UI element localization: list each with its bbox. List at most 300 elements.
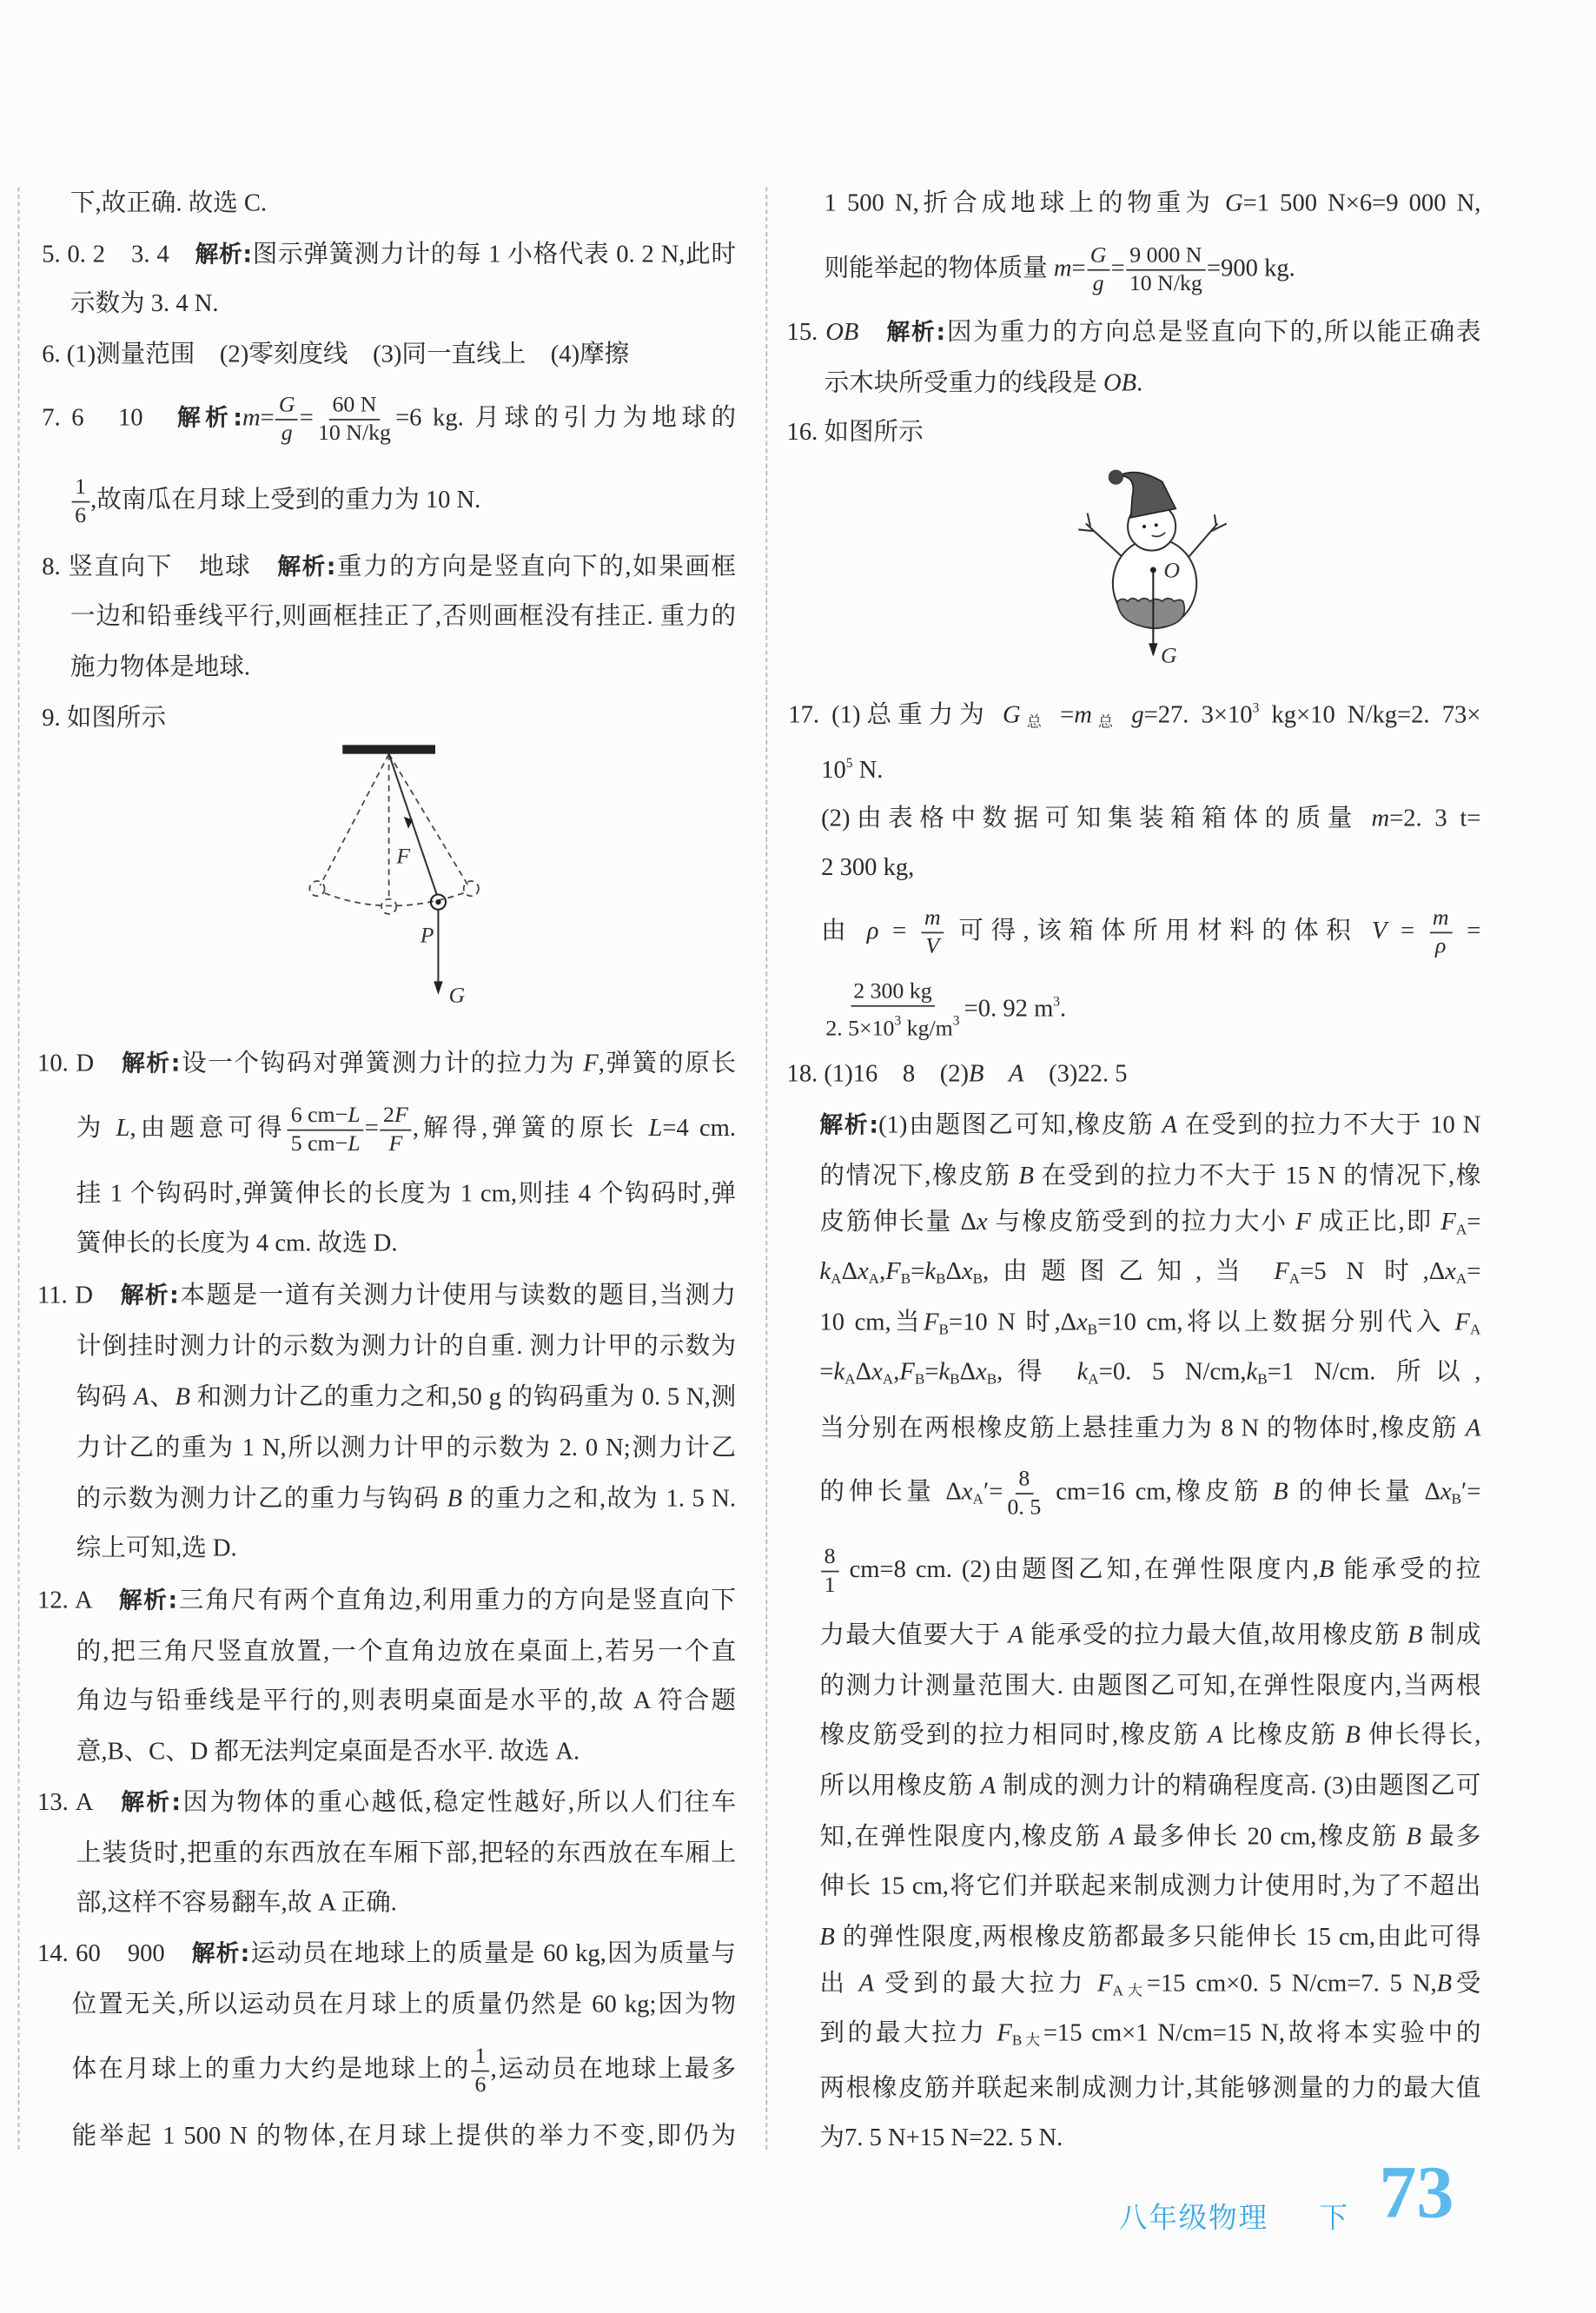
math-variable: G <box>278 392 295 417</box>
math-variable: x <box>961 1475 973 1505</box>
math-variable: F <box>885 1256 901 1285</box>
text-run: 知,在弹性限度内,橡皮筋 <box>819 1821 1110 1851</box>
math-variable: F <box>899 1356 915 1386</box>
text-line <box>824 365 1143 401</box>
fraction <box>288 1102 363 1157</box>
text-line <box>787 414 924 450</box>
text-run: (1)由题图乙可知,橡皮筋 <box>878 1110 1162 1139</box>
text-line <box>70 599 736 634</box>
math-variable: L <box>348 1103 361 1128</box>
line-content <box>824 365 1143 401</box>
text-line <box>787 1056 1128 1091</box>
line-content <box>819 2015 1480 2060</box>
math-variable: x <box>1445 1256 1456 1285</box>
line-content <box>70 649 250 685</box>
text-run: 14. 60 900 <box>37 1939 192 1967</box>
subscript: A <box>844 1371 856 1388</box>
subscript: A <box>972 1491 983 1508</box>
text-run: ′= <box>1461 1475 1481 1505</box>
denominator <box>1004 1494 1044 1521</box>
text-run: 5 cm− <box>290 1131 348 1156</box>
subscript: A <box>882 1371 894 1388</box>
text-line <box>819 2019 1480 2055</box>
line-content <box>76 1225 398 1261</box>
ceiling-bar <box>342 745 435 753</box>
fraction <box>1004 1465 1044 1521</box>
text-run: 11. D <box>37 1280 121 1309</box>
text-run: 18. (1)16 8 (2) <box>786 1058 970 1088</box>
text-run: 6. (1)测量范围 (2)零刻度线 (3)同一直线上 (4)摩擦 <box>42 339 630 368</box>
text-run: 0. 5 <box>1007 1495 1042 1520</box>
text-run: 受 <box>1452 1968 1481 1998</box>
text-run: 6 <box>474 2072 487 2097</box>
text-run: 10 <box>821 754 846 784</box>
line-content <box>819 1819 1480 1854</box>
analysis-label: 解析: <box>195 241 253 268</box>
math-variable: A <box>1162 1110 1177 1139</box>
line-content <box>787 1056 1128 1091</box>
text-run: 17. (1)总重力为 <box>788 699 1003 728</box>
text-line <box>787 315 1481 350</box>
numerator <box>821 1543 838 1572</box>
text-run: 上装货时,把重的东西放在车厢下部,把轻的东西放在车厢上 <box>76 1838 737 1867</box>
text-run: 因为物体的重心越低,稳定性越好,所以人们往车 <box>181 1787 737 1817</box>
superscript: 3 <box>1053 992 1061 1009</box>
line-content <box>42 391 736 447</box>
text-line <box>819 1209 1480 1244</box>
math-variable: m <box>1074 699 1092 728</box>
text-run: = <box>1110 252 1125 282</box>
text-run: 6 <box>75 503 86 527</box>
line-content <box>37 1277 736 1313</box>
math-variable: F <box>394 1103 408 1128</box>
line-content <box>42 336 629 372</box>
denominator <box>823 1006 963 1042</box>
denominator <box>315 420 394 447</box>
text-run: = <box>1467 1207 1481 1236</box>
line-content <box>42 236 736 272</box>
line-content <box>824 185 1481 221</box>
text-run: =2. 3 t= <box>1389 803 1481 832</box>
line-content <box>72 2118 736 2154</box>
line-content <box>76 1379 736 1415</box>
numerator <box>329 391 380 420</box>
line-content <box>37 1582 736 1618</box>
line-content <box>819 1965 1480 2011</box>
text-line <box>76 1225 398 1261</box>
text-line <box>819 1467 1481 1520</box>
math-variable: g <box>1131 699 1144 728</box>
math-variable: A <box>1109 1821 1125 1851</box>
analysis-label: 解析: <box>118 1587 178 1614</box>
text-run: 两根橡皮筋并联起来制成测力计,其能够测量的力的最大值 <box>819 2073 1481 2102</box>
line-content <box>824 242 1295 297</box>
math-variable: F <box>1295 1207 1311 1236</box>
line-content <box>819 1465 1480 1521</box>
math-variable: B <box>1406 1821 1422 1851</box>
text-run: 部,这样不容易翻车,故 A 正确. <box>76 1887 397 1917</box>
text-run: = <box>299 401 314 431</box>
line-content <box>76 1530 237 1566</box>
dashed-ball-right <box>464 881 479 896</box>
text-line <box>70 185 267 221</box>
superscript: 5 <box>845 754 853 770</box>
text-run: =10 N 时,Δ <box>949 1307 1076 1336</box>
line-content <box>787 315 1481 350</box>
line-content <box>819 1254 1480 1299</box>
text-run: = <box>924 1356 939 1386</box>
text-line <box>819 1158 1480 1194</box>
subscript: 总 <box>1091 714 1120 732</box>
text-run: cm=16 cm,橡皮筋 <box>1045 1475 1274 1505</box>
text-run: ,由题图乙知,当 <box>983 1256 1275 1285</box>
text-run: 2 300 kg, <box>821 852 915 882</box>
text-run: 2 <box>383 1103 394 1128</box>
text-run: 和测力计乙的重力之和,50 g 的钩码重为 0. 5 N,测 <box>189 1382 737 1411</box>
math-variable: m <box>242 401 261 431</box>
text-run: 受到的最大拉力 <box>874 1968 1098 1998</box>
dashed-ball-middle <box>381 899 396 914</box>
math-variable: B <box>1018 1160 1034 1190</box>
line-content <box>819 1668 1480 1704</box>
text-run: =4 cm. <box>662 1112 737 1142</box>
text-run: ,运动员在地球上最多 <box>490 2053 737 2083</box>
text-run: 5. 0. 2 3. 4 <box>42 239 195 268</box>
text-run: 角边与铅垂线是平行的,则表明桌面是水平的,故 A 符合题 <box>76 1686 737 1714</box>
text-run: 可得,该箱体所用材料的体积 <box>944 915 1372 944</box>
math-variable: V <box>1371 915 1387 944</box>
line-content <box>70 185 267 221</box>
text-run: =6 kg. 月球的引力为地球的 <box>395 401 737 431</box>
math-variable: B <box>1318 1554 1334 1583</box>
fraction <box>823 978 963 1042</box>
math-variable: V <box>925 934 940 958</box>
text-run: 13. A <box>37 1787 122 1817</box>
subscript: B <box>986 1371 997 1388</box>
text-run: 下,故正确. 故选 C. <box>70 188 268 217</box>
text-run: 综上可知,选 D. <box>76 1533 237 1562</box>
math-variable: m <box>1053 252 1072 282</box>
text-run: =27. 3×10 <box>1143 699 1253 728</box>
text-line <box>70 286 219 321</box>
text-run: =900 kg. <box>1206 252 1295 282</box>
math-variable: F <box>1097 1968 1113 1998</box>
fraction <box>821 1543 838 1599</box>
text-run: 1 500 N,折合成地球上的物重为 <box>824 188 1226 217</box>
math-variable: OB <box>825 316 859 346</box>
text-line <box>70 649 250 685</box>
text-run: 橡皮筋受到的拉力相同时,橡皮筋 <box>819 1720 1209 1749</box>
text-line <box>76 1835 736 1871</box>
text-line <box>821 748 883 784</box>
line-content <box>821 800 1480 836</box>
text-run: . <box>1136 368 1143 397</box>
numerator <box>1127 242 1205 270</box>
text-line <box>42 549 736 585</box>
text-line <box>788 697 1480 732</box>
text-line <box>72 1986 736 2022</box>
math-variable: ρ <box>1434 934 1447 958</box>
text-run: 1 <box>75 474 86 500</box>
text-run: 6 cm− <box>290 1103 348 1128</box>
text-run: 8. 竖直向下 地球 <box>42 552 278 580</box>
text-run: 为 <box>76 1112 116 1142</box>
text-run: 设一个钩码对弹簧测力计的拉力为 <box>180 1048 584 1077</box>
text-line <box>42 392 737 446</box>
text-run: = <box>1047 699 1075 728</box>
text-run: 15. <box>786 316 826 346</box>
analysis-label: 解析: <box>277 553 336 580</box>
text-line <box>824 242 1295 296</box>
text-run: 9 000 N <box>1129 242 1202 268</box>
math-variable: F <box>583 1048 599 1077</box>
text-run: ,解得,弹簧的原长 <box>412 1112 649 1142</box>
text-line <box>821 800 1480 836</box>
denominator <box>923 932 943 959</box>
text-run: 最多 <box>1421 1821 1481 1851</box>
text-line <box>76 1634 736 1669</box>
text-run: 的重力之和,故为 1. 5 N. <box>462 1483 737 1513</box>
denominator <box>288 1130 363 1157</box>
gravity-label: G <box>1160 642 1177 668</box>
analysis-label: 解析: <box>191 1939 250 1967</box>
text-run: 制成的测力计的精确程度高. (3)由题图乙可 <box>996 1771 1481 1800</box>
fraction <box>275 391 298 447</box>
text-run: ,由题意可得 <box>129 1112 287 1142</box>
line-content <box>37 1045 736 1081</box>
text-line <box>76 1329 736 1364</box>
subscript: A <box>1455 1222 1467 1239</box>
text-line <box>819 1668 1480 1704</box>
math-variable: k <box>819 1256 831 1285</box>
text-run: =0. 5 N/cm, <box>1098 1356 1247 1386</box>
denominator <box>278 420 295 447</box>
math-variable: F <box>924 1307 939 1336</box>
text-line <box>76 1379 736 1415</box>
text-line <box>37 1045 736 1081</box>
right-arm <box>1189 514 1227 556</box>
text-line <box>819 1717 1480 1753</box>
text-line <box>76 1176 736 1211</box>
fraction <box>922 905 944 960</box>
text-run: 力最大值要大于 <box>819 1620 1009 1649</box>
text-run: Δ <box>959 1356 976 1386</box>
math-variable: k <box>938 1356 950 1386</box>
numerator <box>472 2043 489 2071</box>
subscript: A <box>831 1271 842 1289</box>
math-variable: x <box>857 1256 869 1285</box>
subscript: B <box>938 1322 950 1339</box>
line-content <box>819 1158 1480 1194</box>
text-run: = <box>1467 1256 1481 1285</box>
text-run: 10 N/kg <box>317 421 391 446</box>
subscript: A <box>1469 1322 1481 1339</box>
text-run: = <box>364 1112 379 1142</box>
text-run: 能承受的拉力最大值,故用橡皮筋 <box>1023 1620 1408 1649</box>
center-label: O <box>1163 557 1181 583</box>
dashed-arc <box>325 893 464 906</box>
text-run: 为7. 5 N+15 N=22. 5 N. <box>819 2122 1063 2151</box>
text-run: 示数为 3. 4 N. <box>70 288 219 317</box>
line-content <box>42 549 736 585</box>
text-run: 10 N/kg <box>1129 271 1202 296</box>
superscript: 3 <box>952 1011 960 1027</box>
text-line <box>71 2044 737 2097</box>
text-run: 体在月球上的重力大约是地球上的 <box>71 2053 471 2083</box>
text-line <box>819 2071 1480 2106</box>
text-run: =10 cm,将以上数据分别代入 <box>1097 1307 1455 1336</box>
fraction <box>1087 242 1109 297</box>
text-line <box>821 850 914 885</box>
subscript: B <box>950 1371 960 1388</box>
text-line <box>821 905 1481 958</box>
line-content <box>819 2120 1063 2156</box>
text-line <box>42 236 736 272</box>
text-run: 钩码 <box>76 1382 135 1411</box>
math-variable: A <box>980 1771 997 1800</box>
math-variable: ρ <box>866 915 879 944</box>
text-run: 2. 5×10 <box>825 1016 895 1041</box>
text-run: ′= <box>983 1475 1003 1505</box>
text-run: 12. A <box>37 1585 119 1614</box>
analysis-label: 解析: <box>177 403 242 431</box>
text-line <box>42 700 166 736</box>
text-line <box>819 1919 1480 1955</box>
text-line <box>819 1868 1480 1904</box>
text-run: , <box>893 1356 900 1386</box>
numerator <box>922 905 944 933</box>
text-run: cm=8 cm. (2)由题图乙知,在弹性限度内, <box>839 1554 1319 1583</box>
text-line <box>70 474 481 527</box>
text-run: 10. D <box>37 1048 123 1077</box>
gravity-arrow-head <box>434 981 442 994</box>
fraction <box>1429 905 1452 960</box>
text-run: 60 N <box>332 392 377 417</box>
text-run: 出 <box>819 1968 859 1998</box>
text-line <box>37 1936 736 1972</box>
text-line <box>819 1107 1480 1143</box>
text-line <box>76 1103 737 1156</box>
math-variable: m <box>924 905 941 930</box>
text-run: 8 <box>824 1544 836 1569</box>
line-content <box>819 2071 1480 2106</box>
text-run: 伸长得长, <box>1360 1720 1481 1749</box>
text-line <box>76 1481 736 1516</box>
math-variable: G <box>1003 699 1021 728</box>
text-run: 比橡皮筋 <box>1222 1720 1346 1749</box>
subscript: B <box>914 1371 925 1388</box>
text-run: 位置无关,所以运动员在月球上的质量仍然是 60 kg;因为物 <box>71 1989 737 2018</box>
math-variable: x <box>1440 1475 1452 1505</box>
text-run: . <box>1060 992 1067 1022</box>
force-label: F <box>396 843 411 869</box>
text-run: 簧伸长的长度为 4 cm. 故选 D. <box>76 1228 398 1257</box>
line-content <box>76 1329 736 1364</box>
left-margin-dashed-line <box>18 187 20 2150</box>
text-run: Δ <box>945 1256 962 1285</box>
subscript: B <box>1451 1491 1462 1508</box>
text-run: = <box>1453 915 1481 944</box>
text-run: 9. 如图所示 <box>42 703 167 732</box>
math-variable: A <box>1009 1058 1024 1088</box>
text-line <box>76 1683 736 1719</box>
math-variable: k <box>1246 1356 1258 1386</box>
subscript: A <box>868 1271 880 1289</box>
math-variable: x <box>1076 1307 1088 1336</box>
text-run: 力计乙的重为 1 N,所以测力计甲的示数为 2. 0 N;测力计乙 <box>76 1433 737 1462</box>
line-content <box>819 1107 1480 1143</box>
line-content <box>821 744 883 787</box>
numerator <box>288 1102 363 1130</box>
subscript: B <box>972 1271 983 1289</box>
denominator <box>1433 932 1449 959</box>
line-content <box>819 1919 1480 1955</box>
numerator <box>1016 1465 1033 1494</box>
math-variable: B <box>175 1382 190 1411</box>
text-run: 1 <box>474 2044 487 2069</box>
text-line <box>819 1258 1480 1294</box>
numerator <box>1087 242 1109 270</box>
text-run: = <box>1387 915 1428 944</box>
math-variable: g <box>281 421 293 446</box>
text-run: (3)22. 5 <box>1023 1058 1128 1088</box>
math-variable: k <box>924 1256 937 1285</box>
text-run: = <box>878 915 920 944</box>
line-content <box>42 700 166 736</box>
line-content <box>76 1176 736 1211</box>
text-run: 挂 1 个钩码时,弹簧伸长的长度为 1 cm,则挂 4 个钩码时,弹 <box>76 1178 737 1208</box>
denominator <box>1126 270 1205 297</box>
math-variable: B <box>819 1922 835 1951</box>
subscript: 总 <box>1020 714 1048 732</box>
line-content <box>819 1617 1480 1653</box>
text-line <box>819 1410 1480 1446</box>
line-content <box>819 1410 1480 1446</box>
text-run: 能举起 1 500 N 的物体,在月球上提供的举力不变,即仍为 <box>71 2121 737 2150</box>
book-title: 八年级物理 <box>1118 2202 1268 2236</box>
text-run: 因为重力的方向总是竖直向下的,所以能正确表 <box>945 316 1481 346</box>
line-content <box>76 1102 736 1157</box>
math-variable: k <box>833 1356 845 1386</box>
math-variable: B <box>969 1058 984 1088</box>
subscript: A <box>1088 1371 1099 1388</box>
hat-pompom <box>1109 470 1123 485</box>
text-line <box>819 1819 1480 1854</box>
line-content <box>76 1430 736 1466</box>
math-variable: A <box>1208 1720 1223 1749</box>
left-arm <box>1078 514 1122 557</box>
superscript: 3 <box>1252 699 1260 715</box>
text-run: =1 500 N×6=9 000 N, <box>1242 188 1481 217</box>
text-run: 计倒挂时测力计的示数为测力计的自重. 测力计甲的示数为 <box>76 1331 737 1360</box>
text-run: = <box>260 401 275 431</box>
text-run: 意,B、C、D 都无法判定桌面是否水平. 故选 A. <box>76 1736 580 1766</box>
text-run: 由 <box>821 915 867 944</box>
subscript: B <box>1257 1371 1268 1388</box>
line-content <box>821 905 1480 960</box>
text-run: 制成 <box>1422 1620 1481 1649</box>
gravity-label: G <box>448 982 466 1008</box>
analysis-label: 解析: <box>886 318 946 346</box>
numerator <box>381 1102 412 1130</box>
text-line <box>819 1970 1480 2005</box>
math-variable: m <box>1432 905 1449 930</box>
text-line <box>819 1768 1480 1804</box>
text-line <box>76 1530 237 1566</box>
analysis-label: 解析: <box>122 1050 181 1077</box>
text-run: 2 300 kg <box>853 978 932 1004</box>
text-line <box>819 1544 1481 1597</box>
